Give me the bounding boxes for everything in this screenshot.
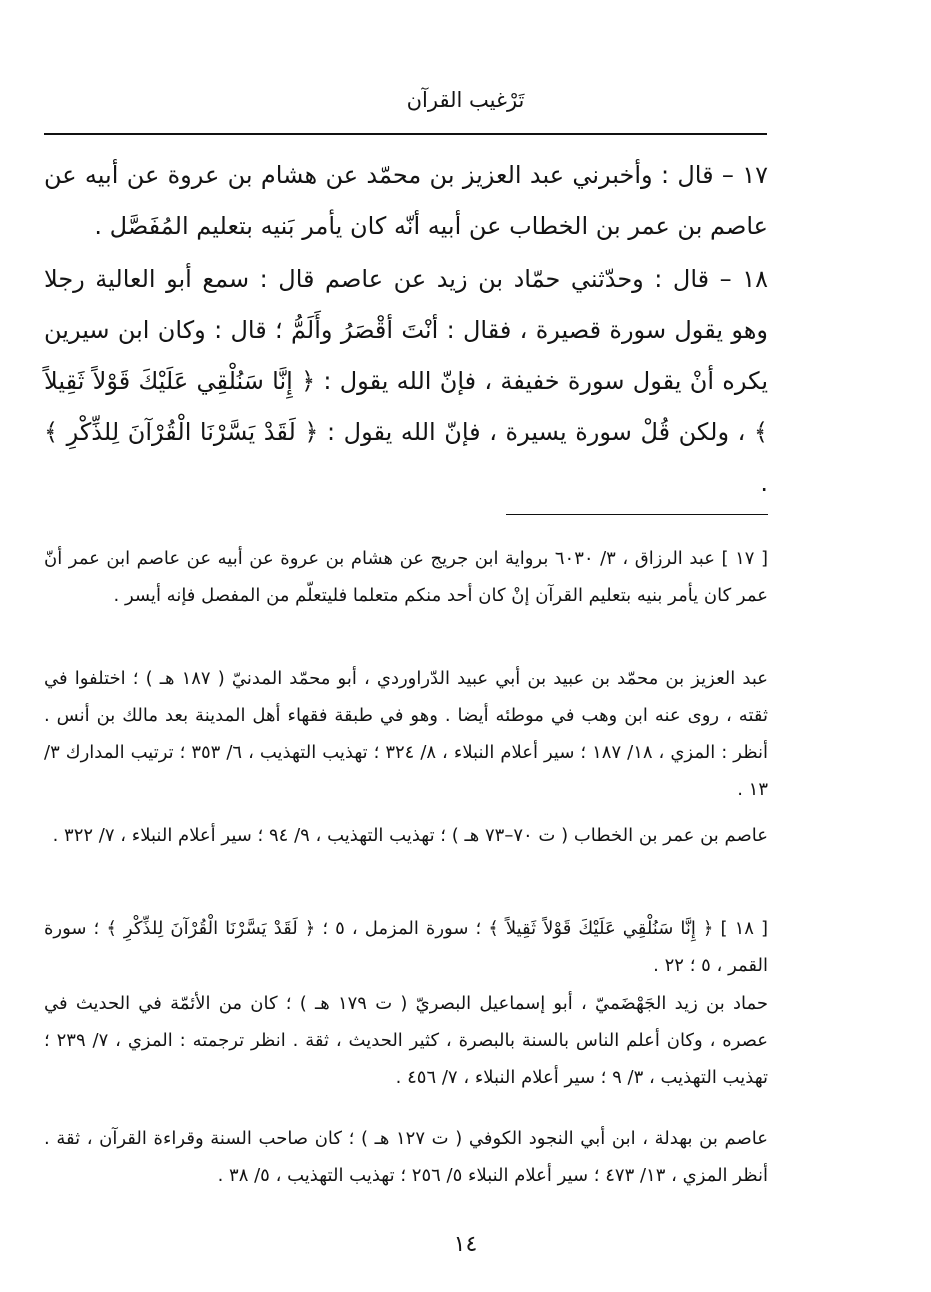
hadith-paragraph-17 (44, 150, 768, 252)
footnote-text: عاصم بن بهدلة ، ابن أبي النجود الكوفي ( ت ١٢٧ هـ ) ؛ كان صاحب السنة وقراءة القرآن ، ثقة . أنظر المزي ، ١٣/ ٤٧٣ ؛ سير أعلام النبلاء ٥/ ٢٥٦ ؛ تهذيب التهذيب ، ٥/ ٣٨ . (44, 1128, 768, 1186)
footnote-17-asim-ibn-umar (44, 817, 768, 854)
footnote-18-quran-refs (44, 910, 768, 984)
footnote-text: عبد العزيز بن محمّد بن عبيد بن أبي عبيد الدّراوردي ، أبو محمّد المدنيّ ( ١٨٧ هـ ) ؛ اختلفوا في ثقته ، روى عنه ابن وهب في موطئه أيضا . وهو في طبقة فقهاء أهل المدينة بعد مالك بن أنس . أنظر : المزي ، ١٨/ ١٨٧ ؛ سير أعلام النبلاء ، ٨/ ٣٢٤ ؛ تهذيب التهذيب ، ٦/ ٣٥٣ ؛ ترتيب المدارك ٣/ ١٣ . (44, 668, 768, 800)
footnotes-divider (506, 514, 768, 515)
running-header-title: تَرْغيب القرآن (406, 88, 525, 112)
footnote-text: حماد بن زيد الجَهْضَميّ ، أبو إسماعيل البصريّ ( ت ١٧٩ هـ ) ؛ كان من الأئمّة في الحديث في عصره ، وكان أعلم الناس بالسنة بالبصرة ، كثير الحديث ، ثقة . انظر ترجمته : المزي ، ٧/ ٢٣٩ ؛ تهذيب التهذيب ، ٣/ ٩ ؛ سير أعلام النبلاء ، ٧/ ٤٥٦ . (44, 993, 768, 1088)
page-number: ١٤ (453, 1232, 478, 1257)
header-divider (44, 133, 767, 135)
footnote-17-source (44, 540, 768, 614)
paragraph-text: ١٨ – قال : وحدّثني حمّاد بن زيد عن عاصم قال : سمع أبو العالية رجلا وهو يقول سورة قصيرة ، فقال : أنْتَ أقْصَرُ وأَلَمُّ ؛ قال : وكان ابن سيرين يكره أنْ يقول سورة خفيفة ، فإنّ الله يقول : ﴿ إِنَّا سَنُلْقِي عَلَيْكَ قَوْلاً ثَقِيلاً ﴾ ، ولكن قُلْ سورة يسيرة ، فإنّ الله يقول : ﴿ لَقَدْ يَسَّرْنَا الْقُرْآنَ لِلذِّكْرِ ﴾ . (44, 265, 768, 497)
hadith-paragraph-18 (44, 254, 768, 509)
footnote-text: [ ١٨ ] ﴿ إِنَّا سَنُلْقِي عَلَيْكَ قَوْلاً ثَقِيلاً ﴾ ؛ سورة المزمل ، ٥ ؛ ﴿ لَقَدْ يَسَّرْنَا الْقُرْآنَ لِلذِّكْرِ ﴾ ؛ سورة القمر ، ٥ ؛ ٢٢ . (44, 918, 769, 976)
footnote-18-asim-ibn-bahdala (44, 1120, 768, 1194)
footnote-text: عاصم بن عمر بن الخطاب ( ت ٧٠–٧٣ هـ ) ؛ تهذيب التهذيب ، ٩/ ٩٤ ؛ سير أعلام النبلاء ، ٧/ ٣٢٢ . (52, 825, 768, 846)
footnote-18-hammad (44, 985, 768, 1096)
paragraph-text: ١٧ – قال : وأخبرني عبد العزيز بن محمّد عن هشام بن عروة عن أبيه عن عاصم بن عمر بن الخطاب عن أبيه أنّه كان يأمر بَنيه بتعليم المُفَصَّل . (44, 161, 768, 240)
footnote-17-darawardi (44, 660, 768, 808)
footnote-text: [ ١٧ ] عبد الرزاق ، ٣/ ٦٠٣٠ برواية ابن جريج عن هشام بن عروة عن أبيه عن عاصم ابن عمر أنّ عمر كان يأمر بنيه بتعليم القرآن إنْ كان أحد منكم متعلما فليتعلّم من المفصل فإنه أيسر . (44, 548, 769, 606)
